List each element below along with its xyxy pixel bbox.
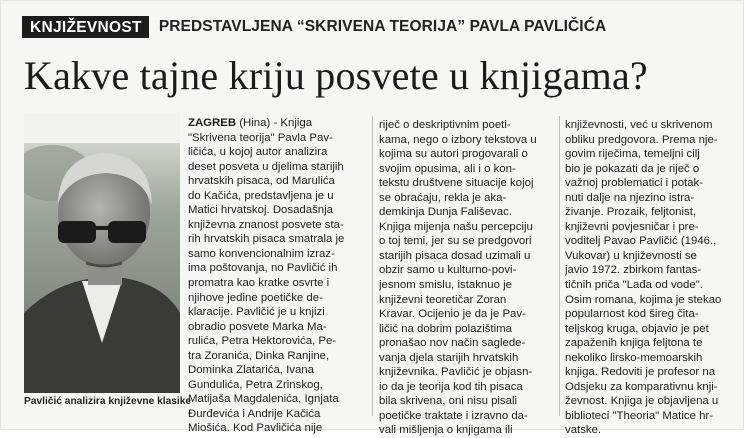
text-line: književni povjesničar i pre- [565,220,699,233]
text-line: književni teoretičar Zoran [379,293,507,306]
text-line: tekstu društvene situacije kojoj [379,177,534,190]
text-line: važnoj problematici i potak- [565,177,704,190]
text-line: ževnost. Knjiga je objavljena u [565,395,719,408]
text-line: Kravar. Ocijenio je da je Pav- [379,308,526,321]
text-column-1 [188,116,366,436]
text-line: rih hrvatskih pisaca smatrala je [188,233,345,246]
text-line: obliku predgovora. Prema nje- [565,133,718,146]
text-line: rulića, Petra Hektorovića, Pe- [188,335,337,348]
text-line: Gundulića, Petra Zrinskog, [188,378,323,391]
photo-caption: Pavličić analizira književne klasike [24,396,192,407]
text-line: kama, nego o izborу tekstova u [379,133,537,146]
text-line: ima poštovanja, no Pavličić ih [188,262,338,275]
text-line: Odsjeku za komparativnu knji- [565,380,718,393]
text-line: "Skrivena teorija" Pavla Pav- [188,131,333,144]
text-line: obradio posvete Marka Ma- [188,320,327,333]
text-line: bio je pokazati da je riječ o [565,162,700,175]
text-line: ličića, u kojoj autor analizira [188,146,328,159]
text-line: io da je teorija kod tih pisaca [379,380,523,393]
text-line: Đurđevića i Andrije Kačića [188,407,321,420]
text-line: svojim opusima, ali i o kon- [379,162,516,175]
text-line: vanja djela starijih hrvatskih [379,351,519,364]
text-line: Dominka Zlatarića, Ivana [188,364,314,377]
text-line: samo konvencionalnim izraz- [188,247,335,260]
text-line: demkinja Dunja Fališevac. [379,206,512,219]
text-line: knjiga. Redoviti je profesor na [565,366,716,379]
text-line: hrvatskih pisaca, od Marulića [188,175,335,188]
rubric-bar [22,15,606,39]
text-line: klaracije. Pavličić je u knjizi [188,306,325,319]
text-line: živanje. Prozaik, feljtonist, [565,206,697,219]
text-line: promatra kao kratke osvrte i [188,277,330,290]
text-line: starijih pisaca dosad uzimali u [379,249,531,262]
text-line: se obraćaju, rekla je aka- [379,191,507,204]
text-line-rest: (Hina) - Knjiga [236,117,313,129]
text-line: nekoliko lirsko-memoarskih [565,351,703,364]
headline: Kakve tajne kriju posvete u knjigama? [24,53,648,98]
text-line: tra Zoranića, Dinka Ranjine, [188,349,330,362]
text-line: deset posveta u djelima starijih [188,160,344,173]
text-column-3 [565,118,735,438]
text-line: do Kačića, predstavljena je u [188,189,334,202]
text-line: jesnom smislu, istaknuo je [379,279,512,292]
text-line: poetičke traktate i izravno da- [379,409,528,422]
dateline: ZAGREB [188,117,237,129]
text-line [188,116,366,131]
text-line: biblioteci "Theoria" Matice hr- [565,409,713,422]
text-column-2 [379,118,555,438]
column-divider [372,116,373,416]
text-line: vali mišljenja o knjigama ili [379,424,513,437]
text-line: ličić na dobrim polazištima [379,322,512,335]
text-line: Vukovar) u književnosti se [565,249,697,262]
text-line: popularnost kod šireg čita- [565,308,699,321]
text-line: voditelj Pavao Pavličić (1946., [565,235,717,248]
text-line: javio 1972. zbirkom fantas- [565,264,702,277]
text-line: književnika. Pavličić je objasn- [379,366,533,379]
text-line: zapaženih knjiga feljtona te [565,337,703,350]
text-line: govim riječima, temeljni cilj [565,148,700,161]
text-line: Matici hrvatskoj. Dosadašnja [188,204,333,217]
text-line: kojima su autori progovarali o [379,148,528,161]
section-tag: KNJIŽEVNOST [22,16,149,38]
text-line: o toj temi, jer su se predgovori [379,235,532,248]
text-line: njihove jedine poetičke de- [188,291,323,304]
text-line: Miošića. Kod Pavličića nije [188,422,323,435]
text-line: obzir samo u kulturno-povi- [379,264,517,277]
text-line: vatske. [565,424,602,437]
text-line: riječ o deskriptivnim poeti- [379,119,511,131]
text-line: bila skrivena, oni nisu pisali [379,395,518,408]
text-line: tičnih priča "Lađa od vode". [565,279,703,292]
text-line: Knjiga mijenja našu percepciju [379,220,533,233]
kicker: PREDSTAVLJENA “SKRIVENA TEORIJA” PAVLA PAVLIČIĆA [158,18,607,35]
text-line: nuti dalje na njezino istra- [565,191,695,204]
text-line: teljskog kruga, objavio je pet [565,322,709,335]
text-line: književna znanost posvete sta- [188,218,344,231]
text-line: Osim romana, kojima je stekao [565,293,722,306]
text-line: književnosti, već u skrivenom [565,119,713,131]
column-divider [559,116,560,416]
text-line: Matijaša Magdalenića, Ignjata [188,393,339,406]
text-line: pronašao nov način saglede- [379,337,526,350]
author-photo [24,113,180,393]
